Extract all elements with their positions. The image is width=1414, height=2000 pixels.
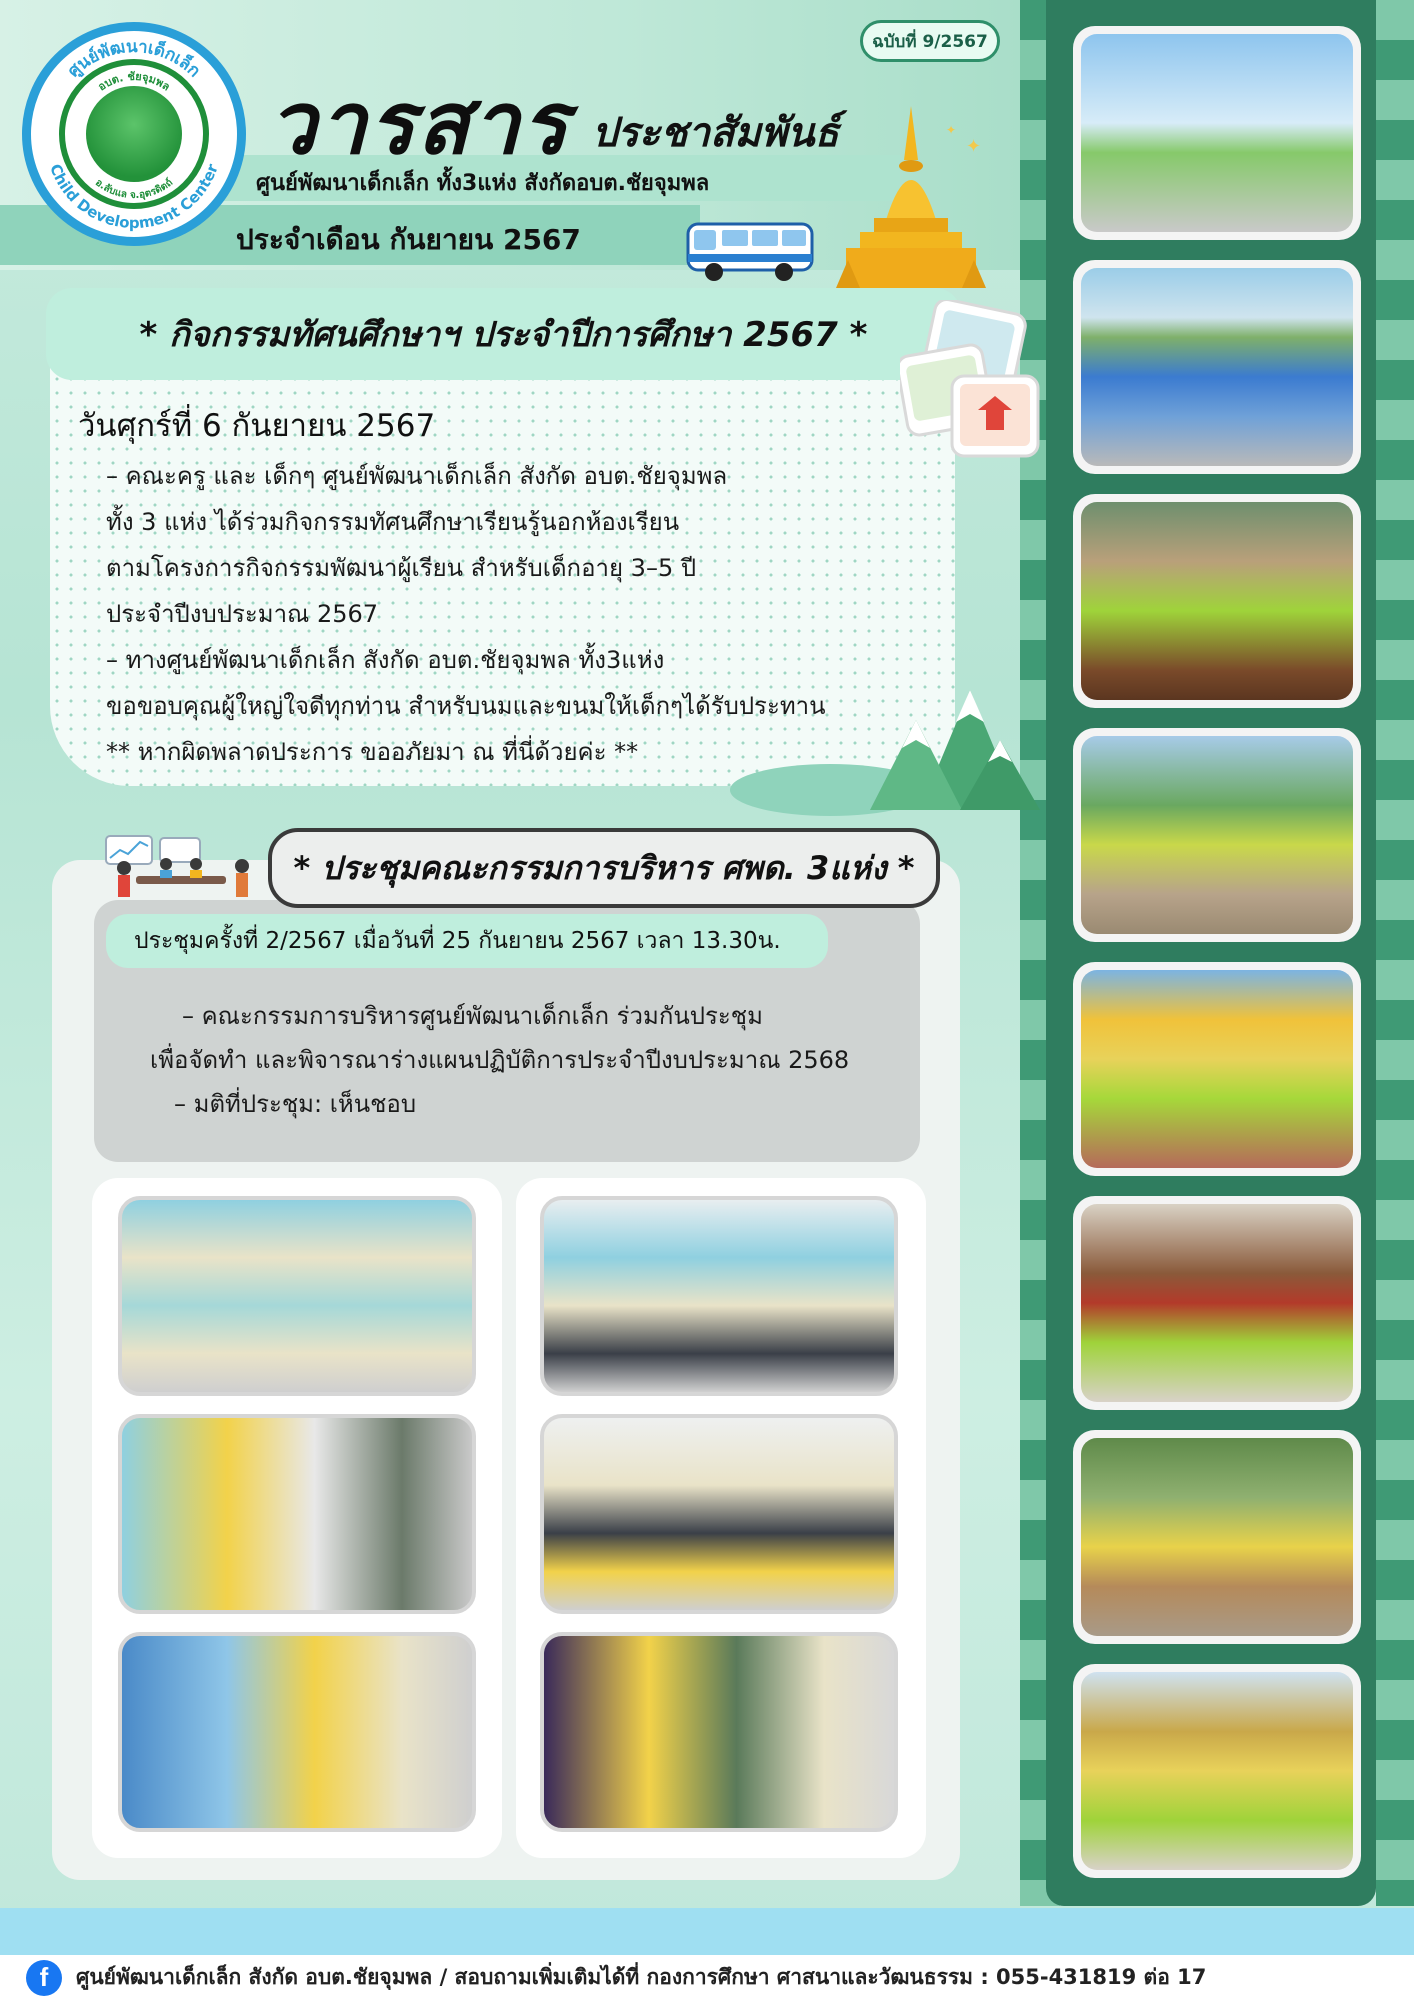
field-trip-heading: * กิจกรรมทัศนศึกษาฯ ประจำปีการศึกษา 2567 *: [46, 288, 961, 380]
trip-photo-image: [1081, 1672, 1353, 1870]
field-trip-text-line: ทั้ง 3 แห่ง ได้ร่วมกิจกรรมทัศนศึกษาเรียนรู้นอกห้องเรียน: [106, 508, 680, 536]
trip-photo-image: [1081, 736, 1353, 934]
newsletter-title: วารสาร: [268, 74, 570, 174]
logo-inner-text-bottom: อ.ลับแล จ.อุตรดิตถ์: [93, 177, 175, 202]
meeting-people-icon: [96, 832, 266, 904]
organization-line: ศูนย์พัฒนาเด็กเล็ก ทั้ง3แห่ง สังกัดอบต.ชัยจุมพล: [256, 171, 710, 196]
trip-photo: [1073, 962, 1361, 1176]
meeting-text-line: เพื่อจัดทำ และพิจารณาร่างแผนปฏิบัติการประจำปีงบประมาณ 2568: [150, 1046, 850, 1074]
field-trip-text-line: – ทางศูนย์พัฒนาเด็กเล็ก สังกัด อบต.ชัยจุมพล ทั้ง3แห่ง: [106, 646, 665, 674]
facebook-icon[interactable]: f: [26, 1960, 62, 1996]
trip-photo: [1073, 1196, 1361, 1410]
logo-ring-text: [22, 22, 246, 246]
meeting-text-line: – คณะกรรมการบริหารศูนย์พัฒนาเด็กเล็ก ร่วมกันประชุม: [182, 1002, 763, 1030]
field-trip-text-line: – คณะครู และ เด็กๆ ศูนย์พัฒนาเด็กเล็ก สังกัด อบต.ชัยจุมพล: [106, 462, 728, 490]
trip-photo: [1073, 1430, 1361, 1644]
trip-photo: [1073, 260, 1361, 474]
meeting-photo: [118, 1414, 476, 1614]
meeting-heading: * ประชุมคณะกรรมการบริหาร ศพด. 3แห่ง *: [268, 828, 940, 908]
field-trip-text-line: ขอขอบคุณผู้ใหญ่ใจดีทุกท่าน สำหรับนมและขนมให้เด็กๆได้รับประทาน: [106, 692, 826, 720]
trip-photo: [1073, 26, 1361, 240]
strip-pattern-right: [1376, 0, 1414, 1906]
trip-photo: [1073, 494, 1361, 708]
trip-photo-image: [1081, 34, 1353, 232]
footer-contact-text: ศูนย์พัฒนาเด็กเล็ก สังกัด อบต.ชัยจุมพล / สอบถามเพิ่มเติมได้ที่ กองการศึกษา ศาสนาและวัฒนธรรม : 055-431819 ต่อ 17: [76, 1965, 1207, 1989]
field-trip-text-line: ** หากผิดพลาดประการ ขออภัยมา ณ ที่นี่ด้วยค่ะ **: [106, 738, 639, 766]
pagoda-icon: [820, 100, 1002, 290]
trip-photo-image: [1081, 1438, 1353, 1636]
month-line: ประจำเดือน กันยายน 2567: [236, 223, 581, 256]
meeting-text-line: – มติที่ประชุม: เห็นชอบ: [174, 1090, 417, 1118]
svg-text:อบต. ชัยจุมพล: [96, 70, 173, 94]
svg-text:✦: ✦: [946, 123, 957, 137]
logo-text-top: ศูนย์พัฒนาเด็กเล็ก: [63, 36, 205, 82]
trip-photo: [1073, 1664, 1361, 1878]
trip-photo-image: [1081, 502, 1353, 700]
logo-inner-text-top: อบต. ชัยจุมพล: [95, 69, 173, 94]
mountains-icon: [720, 650, 1060, 820]
svg-text:อ.ลับแล จ.อุตรดิตถ์: [93, 176, 175, 201]
photos-icon: [900, 300, 1040, 460]
meeting-photo: [540, 1196, 898, 1396]
logo-text-bottom: Child Development Center: [46, 161, 222, 233]
trip-photo-image: [1081, 1204, 1353, 1402]
meeting-date-line: ประชุมครั้งที่ 2/2567 เมื่อวันที่ 25 กันยายน 2567 เวลา 13.30น.: [106, 914, 828, 968]
field-trip-text-line: ตามโครงการกิจกรรมพัฒนาผู้เรียน สำหรับเด็กอายุ 3–5 ปี: [106, 554, 697, 582]
trip-photo-image: [1081, 970, 1353, 1168]
meeting-photo: [118, 1632, 476, 1832]
meeting-photo: [118, 1196, 476, 1396]
field-trip-text-line: ประจำปีงบประมาณ 2567: [106, 600, 379, 628]
issue-badge: ฉบับที่ 9/2567: [860, 20, 1000, 62]
field-trip-date: วันศุกร์ที่ 6 กันยายน 2567: [78, 408, 436, 444]
trip-photo-image: [1081, 268, 1353, 466]
bus-icon: [684, 218, 816, 284]
newsletter-subtitle: ประชาสัมพันธ์: [592, 110, 839, 156]
footer-band: [0, 1908, 1414, 1960]
meeting-photo: [540, 1414, 898, 1614]
footer: [0, 1955, 1414, 2000]
trip-photo: [1073, 728, 1361, 942]
svg-text:✦: ✦: [966, 136, 982, 157]
meeting-photo: [540, 1632, 898, 1832]
